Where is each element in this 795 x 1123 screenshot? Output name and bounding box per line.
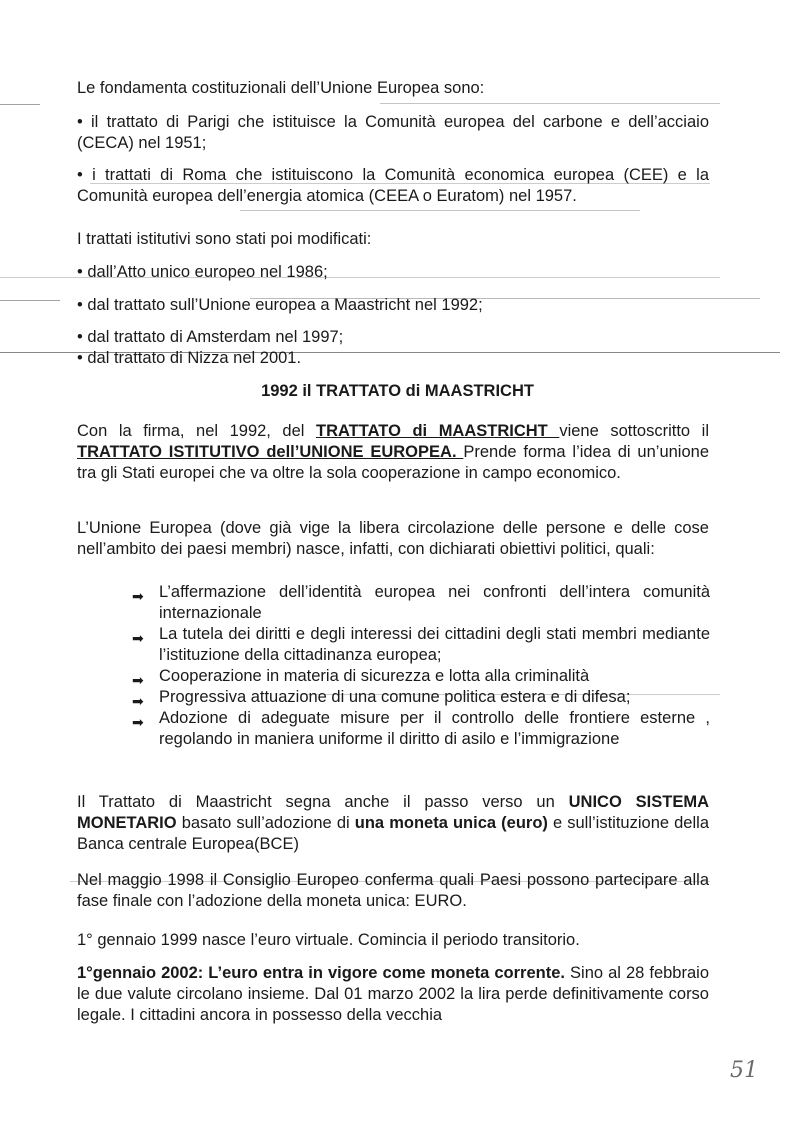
moneta-unica: una moneta unica (euro) bbox=[354, 814, 548, 832]
list-item: ➡ Adozione di adeguate misure per il controllo delle frontiere esterne , regolando in maniera uniforme il diritto di asilo e l’immigrazione bbox=[132, 709, 710, 748]
sistema-monetario-paragraph: Il Trattato di Maastricht segna anche il passo verso un UNICO SISTEMA MONETARIO basato sull’adozione di una moneta unica (euro) e sull’istituzione della Banca centrale Europea(BCE) bbox=[77, 793, 709, 853]
scan-line bbox=[240, 210, 640, 211]
modification-maastricht: • dal trattato sull’Unione europea a Maastricht nel 1992; bbox=[77, 296, 483, 314]
firma-trattato-istitutivo: TRATTATO ISTITUTIVO dell’UNIONE EUROPEA. bbox=[77, 443, 464, 461]
euro-2002-bold: 1°gennaio 2002: L’euro entra in vigore come moneta corrente. bbox=[77, 964, 565, 982]
unione-paragraph: L’Unione Europea (dove già vige la libera circolazione delle persone e delle cose nell’ambito dei paesi membri) nasce, infatti, con dichiarati obiettivi politici, quali: bbox=[77, 519, 709, 558]
list-item: ➡ L’affermazione dell’identità europea nei confronti dell’intera comunità internazionale bbox=[132, 583, 710, 622]
unico-sistema-monetario: UNICO SISTEMA MONETARIO bbox=[77, 793, 709, 832]
arrow-icon: ➡ bbox=[132, 630, 144, 646]
arrow-icon: ➡ bbox=[132, 693, 144, 709]
scan-line bbox=[0, 300, 60, 301]
arrow-icon: ➡ bbox=[132, 588, 144, 604]
modification-amsterdam: • dal trattato di Amsterdam nel 1997; bbox=[77, 328, 344, 346]
bullet-parigi: • il trattato di Parigi che istituisce la Comunità europea del carbone e dell’acciaio (CECA) nel 1951; bbox=[77, 113, 709, 152]
firma-paragraph bbox=[77, 421, 709, 484]
firma-trattato-maastricht: TRATTATO di MAASTRICHT bbox=[316, 422, 560, 440]
list-item: ➡ La tutela dei diritti e degli interessi dei cittadini degli stati membri mediante l’istituzione della cittadinanza europea; bbox=[132, 625, 710, 664]
maggio-1998-paragraph: Nel maggio 1998 il Consiglio Europeo conferma quali Paesi possono partecipare alla fase finale con l’adozione della moneta unica: EURO. bbox=[77, 871, 709, 910]
firma-text-2: viene sottoscritto il bbox=[559, 422, 709, 440]
scan-line bbox=[0, 104, 40, 105]
modification-nizza: • dal trattato di Nizza nel 2001. bbox=[77, 349, 302, 367]
page-number: 51 bbox=[730, 1058, 758, 1083]
objectives-list bbox=[132, 582, 710, 750]
arrow-icon: ➡ bbox=[132, 714, 144, 730]
gennaio-1999-paragraph: 1° gennaio 1999 nasce l’euro virtuale. Comincia il periodo transitorio. bbox=[77, 931, 580, 949]
section-title: 1992 il TRATTATO di MAASTRICHT bbox=[261, 382, 534, 400]
euro-2002-paragraph: 1°gennaio 2002: L’euro entra in vigore come moneta corrente. Sino al 28 febbraio le due valute circolano insieme. Dal 01 marzo 2002 la lira perde definitivamente corso legale. I cittadini ancora in possesso della vecchia bbox=[77, 964, 709, 1024]
list-item: ➡ Progressiva attuazione di una comune politica estera e di difesa; bbox=[132, 687, 710, 708]
intro-paragraph: Le fondamenta costituzionali dell’Unione Europea sono: bbox=[77, 79, 485, 97]
arrow-icon: ➡ bbox=[132, 672, 144, 688]
scan-line bbox=[380, 103, 720, 104]
firma-text-1: Con la firma, nel 1992, del bbox=[77, 422, 316, 440]
modification-atto-unico: • dall’Atto unico europeo nel 1986; bbox=[77, 263, 328, 281]
firma-text-3: Prende forma l’idea di un’unione tra gli Stati europei che va oltre la sola cooperazione in campo economico. bbox=[77, 443, 709, 482]
bullet-roma: • i trattati di Roma che istituiscono la Comunità economica europea (CEE) e la Comunità europea dell’energia atomica (CEEA o Euratom) nel 1957. bbox=[77, 166, 709, 205]
list-item: ➡ Cooperazione in materia di sicurezza e lotta alla criminalità bbox=[132, 666, 710, 687]
modifications-intro: I trattati istitutivi sono stati poi modificati: bbox=[77, 230, 372, 248]
